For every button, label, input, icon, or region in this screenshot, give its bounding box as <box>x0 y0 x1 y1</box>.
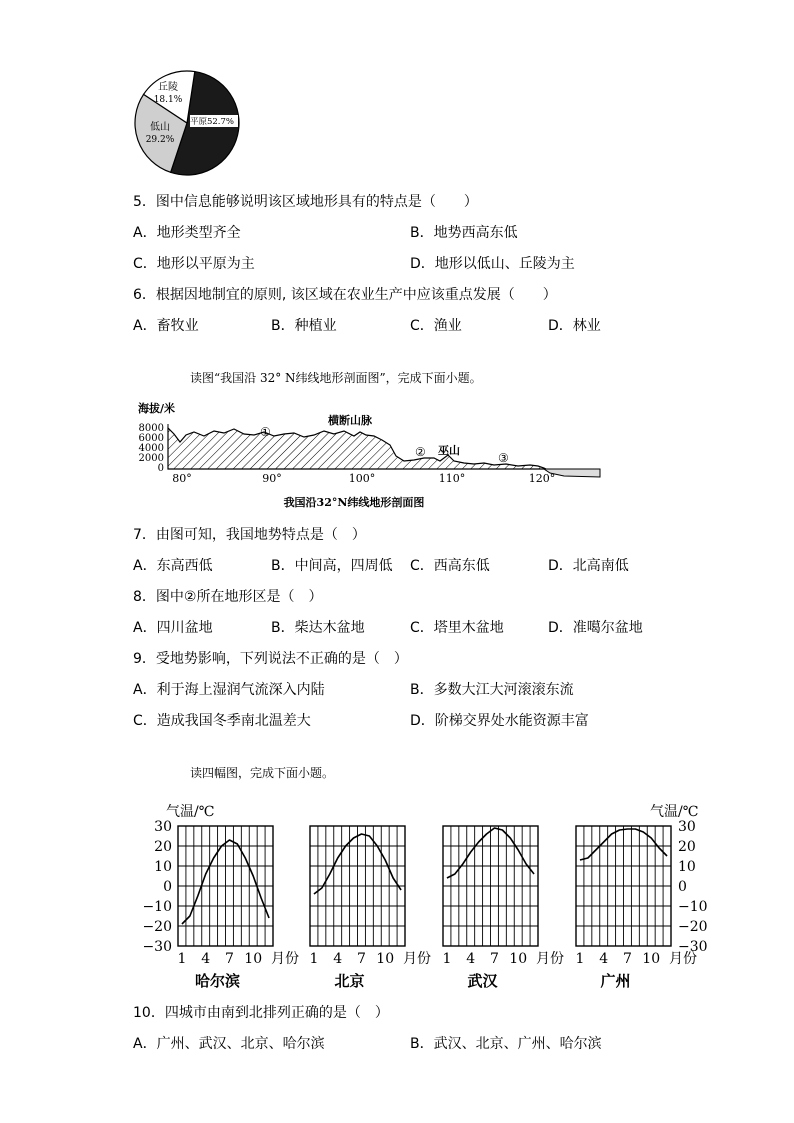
profile-ytick: 8000 <box>138 423 164 434</box>
question-9-option-a[interactable]: A．利于海上湿润气流深入内陆 <box>133 682 325 698</box>
climate-xtick: 4 <box>333 951 343 967</box>
climate-ytick-right: −20 <box>678 919 708 935</box>
climate-ytick-left: 20 <box>154 839 172 855</box>
terrain-profile-chart <box>134 398 604 516</box>
profile-label-wushan: 巫山 <box>438 444 460 457</box>
climate-xtick: 10 <box>642 951 661 967</box>
climate-ytick-right: 30 <box>678 819 696 835</box>
profile-xtick: 90° <box>262 472 282 485</box>
climate-x-unit: 月份 <box>536 951 564 967</box>
question-8-stem: 8．图中②所在地形区是（ ） <box>133 589 323 605</box>
question-10-option-a[interactable]: A．广州、武汉、北京、哈尔滨 <box>133 1036 325 1052</box>
question-8-option-c[interactable]: C．塔里木盆地 <box>410 620 504 636</box>
pie-label-hill-value: 18.1% <box>153 95 183 105</box>
question-9-option-d[interactable]: D．阶梯交界处水能资源丰富 <box>410 713 589 729</box>
climate-ytick-right: 10 <box>678 859 696 875</box>
question-6-option-a[interactable]: A．畜牧业 <box>133 318 199 334</box>
climate-ytick-left: −30 <box>142 939 172 955</box>
profile-xtick: 110° <box>438 472 466 485</box>
profile-y-label: 海拔/米 <box>138 402 176 415</box>
climate-panel-北京 <box>309 826 431 990</box>
question-5-option-d[interactable]: D．地形以低山、丘陵为主 <box>410 256 575 272</box>
question-10-option-b[interactable]: B．武汉、北京、广州、哈尔滨 <box>410 1036 602 1052</box>
profile-ytick: 0 <box>157 463 164 474</box>
question-8-option-b[interactable]: B．柴达木盆地 <box>271 620 365 636</box>
climate-ytick-left: 30 <box>154 819 172 835</box>
climate-xtick: 7 <box>224 951 234 967</box>
climate-xtick: 1 <box>177 951 187 967</box>
profile-ytick: 2000 <box>138 453 164 464</box>
question-7-option-b[interactable]: B．中间高，四周低 <box>271 558 393 574</box>
question-5-option-b[interactable]: B．地势西高东低 <box>410 225 518 241</box>
pie-label-plain: 平原52.7% <box>189 117 235 127</box>
climate-xtick: 10 <box>244 951 263 967</box>
climate-xtick: 7 <box>489 951 499 967</box>
question-6-option-d[interactable]: D．林业 <box>548 318 601 334</box>
question-9-option-b[interactable]: B．多数大江大河滚滚东流 <box>410 682 574 698</box>
climate-ytick-right: 20 <box>678 839 696 855</box>
landform-pie-chart <box>130 68 244 178</box>
question-8-option-d[interactable]: D．准噶尔盆地 <box>548 620 643 636</box>
climate-xtick: 10 <box>376 951 395 967</box>
profile-circle-3: ③ <box>498 451 509 465</box>
question-7-option-d[interactable]: D．北高南低 <box>548 558 629 574</box>
pie-label-hill-name: 丘陵 <box>158 82 178 93</box>
question-7-option-a[interactable]: A．东高西低 <box>133 558 213 574</box>
climate-ytick-right: −10 <box>678 899 708 915</box>
section-intro-climate: 读四幅图，完成下面小题。 <box>190 766 335 780</box>
climate-x-unit: 月份 <box>271 951 299 967</box>
climate-ytick-right: −30 <box>678 939 708 955</box>
question-7-option-c[interactable]: C．西高东低 <box>410 558 490 574</box>
climate-ytick-left: −20 <box>142 919 172 935</box>
profile-xtick: 80° <box>172 472 192 485</box>
question-5-stem: 5．图中信息能够说明该区域地形具有的特点是（ ） <box>133 194 478 210</box>
question-5-option-a[interactable]: A．地形类型齐全 <box>133 225 241 241</box>
question-5-option-c[interactable]: C．地形以平原为主 <box>133 256 255 272</box>
question-8-option-a[interactable]: A．四川盆地 <box>133 620 213 636</box>
climate-xtick: 1 <box>309 951 319 967</box>
climate-x-unit: 月份 <box>403 951 431 967</box>
climate-xtick: 4 <box>466 951 476 967</box>
question-6-option-c[interactable]: C．渔业 <box>410 318 462 334</box>
climate-ytick-right: 0 <box>678 879 687 895</box>
profile-caption: 我国沿32°N纬线地形剖面图 <box>283 496 425 509</box>
climate-xtick: 10 <box>509 951 528 967</box>
profile-label-mountain: 横断山脉 <box>328 414 372 427</box>
question-10-stem: 10．四城市由南到北排列正确的是（ ） <box>133 1005 389 1021</box>
climate-xtick: 4 <box>599 951 609 967</box>
profile-xtick: 120° <box>528 472 556 485</box>
pie-label-low-mountain-name: 低山 <box>150 122 170 133</box>
profile-xtick: 100° <box>348 472 376 485</box>
profile-circle-1: ① <box>260 425 271 439</box>
climate-charts <box>140 798 710 998</box>
climate-xtick: 1 <box>442 951 452 967</box>
question-9-stem: 9．受地势影响，下列说法不正确的是（ ） <box>133 651 408 667</box>
question-7-stem: 7．由图可知，我国地势特点是（ ） <box>133 527 366 543</box>
climate-y-label-left: 气温/℃ <box>166 804 215 820</box>
profile-ytick: 4000 <box>138 443 164 454</box>
climate-ytick-left: −10 <box>142 899 172 915</box>
climate-city-name: 广州 <box>600 972 631 990</box>
climate-city-name: 北京 <box>334 972 365 990</box>
climate-panel-武汉 <box>442 826 564 990</box>
climate-city-name: 武汉 <box>467 972 498 990</box>
climate-xtick: 7 <box>356 951 366 967</box>
climate-xtick: 1 <box>575 951 585 967</box>
climate-city-name: 哈尔滨 <box>194 972 241 990</box>
pie-label-low-mountain-value: 29.2% <box>145 135 175 145</box>
climate-xtick: 7 <box>622 951 632 967</box>
profile-circle-2: ② <box>415 445 426 459</box>
climate-y-label-right: 气温/℃ <box>650 804 699 820</box>
question-6-stem: 6．根据因地制宜的原则, 该区域在农业生产中应该重点发展（ ） <box>133 287 557 303</box>
profile-ytick: 6000 <box>138 433 164 444</box>
terrain-profile-area <box>168 428 546 469</box>
section-intro-profile: 读图“我国沿 32° N纬线地形剖面图”，完成下面小题。 <box>190 371 482 385</box>
question-6-option-b[interactable]: B．种植业 <box>271 318 337 334</box>
climate-x-unit: 月份 <box>669 951 697 967</box>
question-9-option-c[interactable]: C．造成我国冬季南北温差大 <box>133 713 311 729</box>
climate-panel-哈尔滨 <box>177 826 299 990</box>
climate-xtick: 4 <box>201 951 211 967</box>
climate-ytick-left: 0 <box>163 879 172 895</box>
climate-ytick-left: 10 <box>154 859 172 875</box>
